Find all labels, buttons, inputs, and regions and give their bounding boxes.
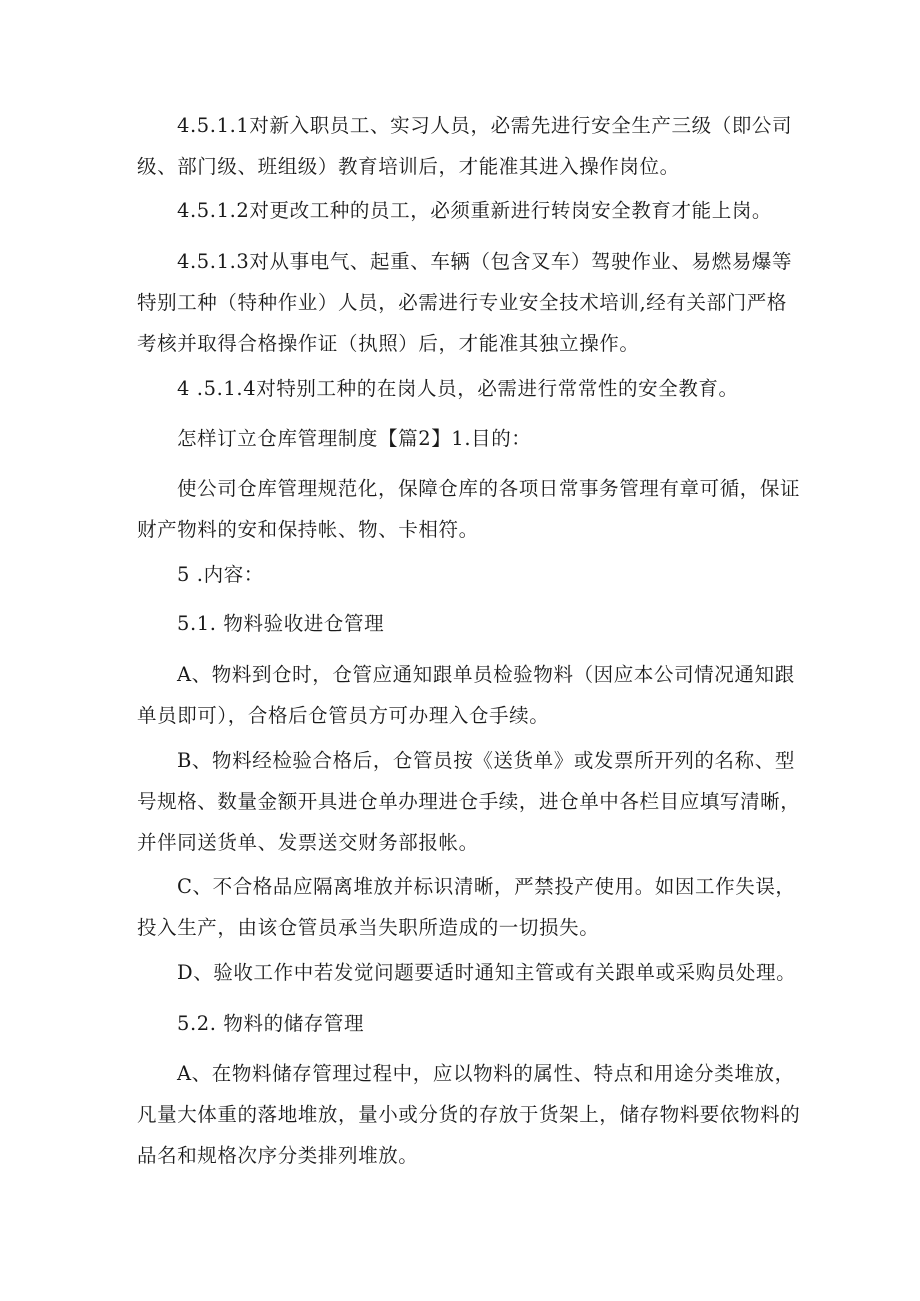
text-line: 4.5.1.2对更改工种的员工，必须重新进行转岗安全教育才能上岗。 [177,199,773,222]
paragraph-5-2-a [137,1053,801,1176]
text-line: 并伴同送货单、发票送交财务部报帐。 [137,831,479,854]
text-line: 单员即可），合格后仓管员方可办理入仓手续。 [137,704,550,727]
text-line: 怎样订立仓库管理制度【篇2】1.目的： [177,427,532,450]
heading-5-1 [137,603,797,644]
text-line: 号规格、数量金额开具进仓单办理进仓手续，进仓单中各栏目应填写清晰， [137,790,801,813]
text-line: 使公司仓库管理规范化，保障仓库的各项日常事务管理有章可循，保证 [177,477,801,500]
heading-content [137,554,797,595]
text-line: 5.2. 物料的储存管理 [177,1012,365,1035]
text-line: 4.5.1.3对从事电气、起重、车辆（包含叉车）驾驶作业、易燃易爆等 [177,250,793,273]
paragraph-purpose [137,468,801,550]
paragraph-5-1-b [137,740,801,863]
paragraph-4-5-1-1 [137,105,797,187]
paragraph-5-1-a [137,654,797,736]
text-line: 特别工种（特种作业）人员，必需进行专业安全技术培训,经有关部门严格 [137,291,787,314]
text-line: 财产物料的安和保持帐、物、卡相符。 [137,518,479,541]
text-line: 5 .内容： [177,563,264,586]
text-line: 考核并取得合格操作证（执照）后，才能准其独立操作。 [137,332,640,355]
text-line: B、物料经检验合格后，仓管员按《送货单》或发票所开列的名称、型 [177,749,795,772]
text-line: A、在物料储存管理过程中，应以物料的属性、特点和用途分类堆放， [177,1062,795,1085]
text-line: D、验收工作中若发觉问题要适时通知主管或有关跟单或采购员处理。 [177,961,797,984]
paragraph-5-1-c [137,866,797,948]
text-line: 凡量大体重的落地堆放，量小或分货的存放于货架上，储存物料要依物料的 [137,1103,801,1126]
text-line: 4 .5.1.4对特别工种的在岗人员，必需进行常常性的安全教育。 [177,377,739,400]
text-line: 5.1. 物料验收进仓管理 [177,612,385,635]
text-line: 品名和规格次序分类排列堆放。 [137,1144,419,1167]
paragraph-5-1-d [137,952,797,993]
text-line: 投入生产，由该仓管员承当失职所造成的一切损失。 [137,916,600,939]
text-line: C、不合格品应隔离堆放并标识清晰，严禁投产使用。如因工作失误， [177,875,796,898]
heading-5-2 [137,1003,797,1044]
section-title-article-2 [137,418,797,459]
text-line: 级、部门级、班组级）教育培训后，才能准其进入操作岗位。 [137,155,680,178]
paragraph-4-5-1-4 [137,368,797,409]
text-line: 4.5.1.1对新入职员工、实习人员，必需先进行安全生产三级（即公司 [177,114,793,137]
paragraph-4-5-1-3 [137,241,797,364]
paragraph-4-5-1-2 [137,190,797,231]
text-line: A、物料到仓时，仓管应通知跟单员检验物料（因应本公司情况通知跟 [177,663,795,686]
